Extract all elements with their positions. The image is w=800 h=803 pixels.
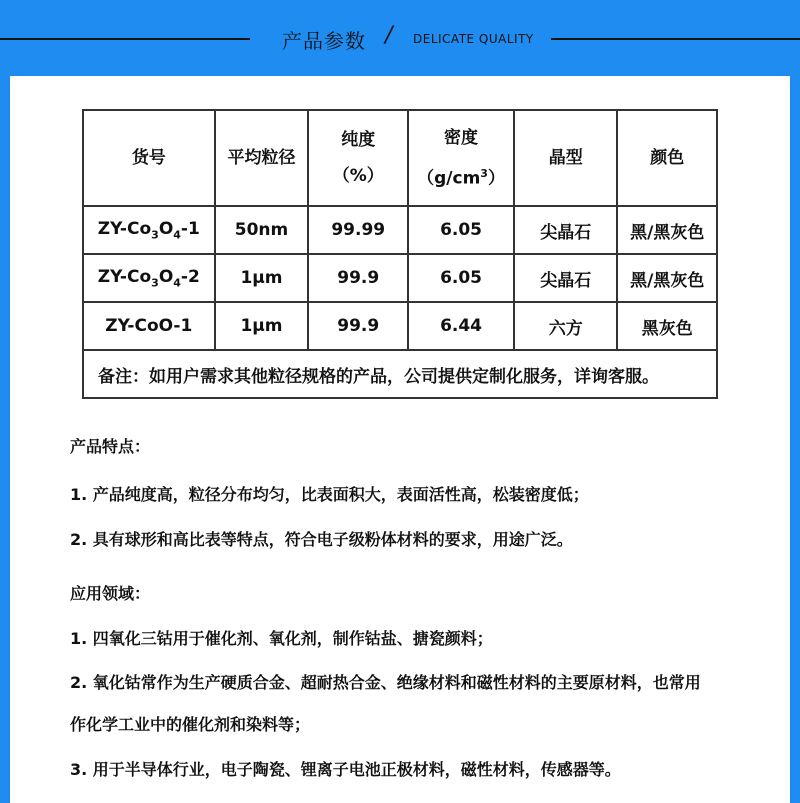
cell-color: 黑/黑灰色 — [617, 206, 717, 254]
header-purity-label: 纯度 — [341, 130, 376, 150]
cell-code: ZY-CoO-1 — [83, 302, 215, 350]
cell-code: $ZY-Co_3O_4-2$ — [83, 254, 215, 302]
table-note: 备注：如用户需求其他粒径规格的产品，公司提供定制化服务，详询客服。 — [83, 350, 717, 398]
applications-item-1: 1. 四氧化三钴用于催化剂、氧化剂，制作钴盐、搪瓷颜料； — [70, 629, 493, 648]
title-divider: / — [385, 23, 393, 48]
header-code: 货号 — [83, 110, 215, 206]
features-item-2: 2. 具有球形和高比表等特点，符合电子级粉体材料的要求，用途广泛。 — [70, 530, 573, 549]
cell-density: 6.05 — [408, 254, 514, 302]
content-panel — [10, 76, 790, 803]
header-color: 颜色 — [617, 110, 717, 206]
cell-purity: 99.9 — [308, 302, 408, 350]
header-size: 平均粒径 — [215, 110, 309, 206]
cell-size: 1μm — [215, 302, 309, 350]
cell-size: 1μm — [215, 254, 309, 302]
section-title: 产品参数 — [282, 29, 366, 53]
cell-color: 黑灰色 — [617, 302, 717, 350]
table-row — [83, 302, 717, 350]
cell-density: 6.05 — [408, 206, 514, 254]
cell-color: 黑/黑灰色 — [617, 254, 717, 302]
cell-crystal: 尖晶石 — [514, 206, 617, 254]
spec-table — [82, 109, 718, 399]
cell-purity: 99.9 — [308, 254, 408, 302]
header-line-left — [0, 38, 250, 40]
cell-size: 50nm — [215, 206, 309, 254]
cell-density: 6.44 — [408, 302, 514, 350]
header-crystal: 晶型 — [514, 110, 617, 206]
applications-heading: 应用领域： — [70, 584, 151, 603]
header-purity — [308, 110, 408, 206]
table-row — [83, 206, 717, 254]
cell-purity: 99.99 — [308, 206, 408, 254]
header-purity-unit: （%） — [332, 166, 384, 186]
header-density-label: 密度 — [444, 127, 479, 148]
cell-code: $ZY-Co_3O_4-1$ — [83, 206, 215, 254]
table-row — [83, 254, 717, 302]
applications-item-3: 3. 用于半导体行业，电子陶瓷、锂离子电池正极材料，磁性材料，传感器等。 — [70, 760, 621, 779]
header-density — [408, 110, 514, 206]
applications-item-2-cont: 作化学工业中的催化剂和染料等； — [70, 715, 311, 734]
cell-crystal: 六方 — [514, 302, 617, 350]
section-subtitle: DELICATE QUALITY — [413, 32, 534, 46]
features-item-1: 1. 产品纯度高，粒径分布均匀，比表面积大，表面活性高，松装密度低； — [70, 485, 589, 504]
applications-item-2: 2. 氧化钴常作为生产硬质合金、超耐热合金、绝缘材料和磁性材料的主要原材料，也常用 — [70, 673, 701, 692]
header-line-right — [551, 38, 800, 40]
header-band — [0, 0, 800, 76]
cell-crystal: 尖晶石 — [514, 254, 617, 302]
header-density-unit: $(g/cm^3)$ — [417, 166, 505, 189]
table-note-row — [83, 350, 717, 398]
features-heading: 产品特点： — [70, 437, 151, 456]
table-header-row — [83, 110, 717, 206]
